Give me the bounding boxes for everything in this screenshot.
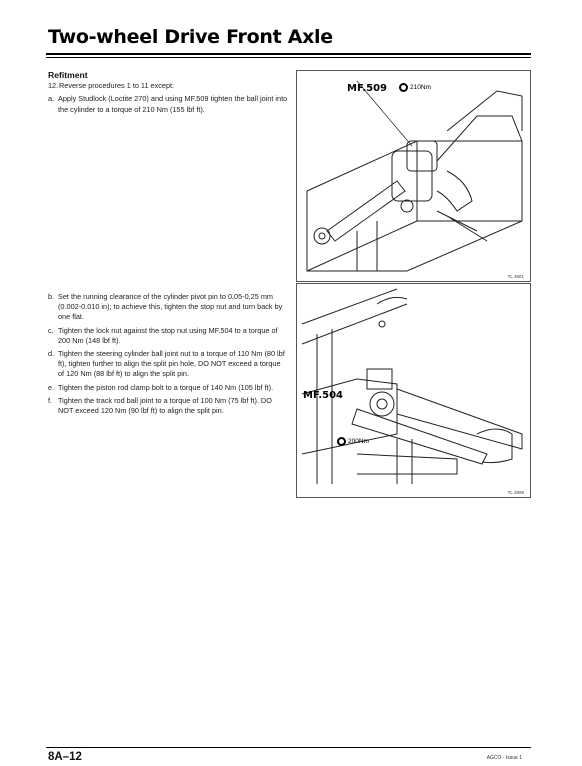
ball-joint-illustration <box>297 71 530 281</box>
tool-label: MF.509 <box>347 83 387 94</box>
figure-code: TL 3581 <box>507 274 524 279</box>
section-heading: Refitment <box>48 70 88 80</box>
footer-issue: AGCO - Issue 1 <box>486 755 522 761</box>
header-rule-thin <box>46 57 531 58</box>
list-item-e: e. Tighten the piston rod clamp bolt to a torque of 140 Nm (105 lbf ft). <box>48 382 274 392</box>
step-12 <box>48 81 288 91</box>
footer-rule <box>46 747 531 748</box>
header-rule <box>46 53 531 55</box>
tool-label: MF.504 <box>303 390 343 401</box>
torque-icon <box>337 437 346 446</box>
torque-icon <box>399 83 408 92</box>
torque-callout: 210Nm <box>399 83 431 92</box>
figure-code: TL 3898 <box>507 490 524 495</box>
page-number: 8A–12 <box>48 751 82 763</box>
list-item-a: a. Apply Studlock (Loctite 270) and using MF.509 tighten the ball joint into the cylinder to a torque of 210 Nm (155 lbf ft). <box>48 94 288 114</box>
refitment-block-2 <box>48 292 288 419</box>
page-title: Two-wheel Drive Front Axle <box>48 26 333 48</box>
step-number: 12. <box>48 81 59 91</box>
list-item-c: c. Tighten the lock nut against the stop nut using MF.504 to a torque of 200 Nm (148 lbf ft). <box>48 325 278 345</box>
list-item-d: d. Tighten the steering cylinder ball joint nut to a torque of 110 Nm (80 lbf ft), tighten further to align the split pin hole, DO NOT exceed a torque of 120 Nm (88 lbf ft) to align the split pin. <box>48 349 285 379</box>
figure-ball-joint-mf509 <box>296 70 531 282</box>
list-item-b: b. Set the running clearance of the cylinder pivot pin to 0,05-0,25 mm (0.002-0.010 in); to achieve this, tighten the stop nut and turn back by one flat. <box>48 292 283 322</box>
refitment-block-1 <box>48 70 288 118</box>
list-item-f: f. Tighten the track rod ball joint to a torque of 100 Nm (75 lbf ft). DO NOT exceed 120 Nm (90 lbf ft) to align the split pin. <box>48 395 272 416</box>
torque-callout: 200Nm <box>337 437 369 446</box>
figure-lock-nut-mf504 <box>296 283 531 498</box>
step-text: Reverse procedures 1 to 11 except: <box>59 81 175 91</box>
